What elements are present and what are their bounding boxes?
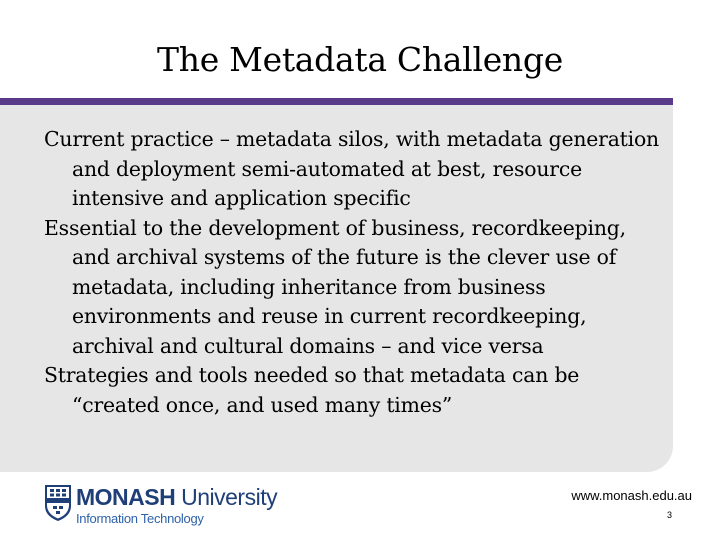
logo-wordmark-bold: MONASH [76,484,176,510]
page-number: 3 [666,510,672,520]
bullet-item: Current practice – metadata silos, with metadata generation and deployment semi-automated at best, resource intensive and application specific [44,127,659,210]
footer-url: www.monash.edu.au [571,488,692,503]
logo-wordmark [76,484,277,511]
monash-logo [44,484,284,528]
title-divider [0,98,673,105]
logo-subtitle: Information Technology [76,511,204,526]
slide-title: The Metadata Challenge [157,40,563,79]
monash-crest-icon [44,484,72,522]
bullet-item: Essential to the development of business, recordkeeping, and archival systems of the future is the clever use of metadata, including inheritance from business environments and reuse in current recordkeeping, archival and cultural domains – and vice versa [44,215,626,358]
bullet-item: Strategies and tools needed so that metadata can be “created once, and used many times” [44,363,580,417]
bullet-list [44,125,668,420]
logo-wordmark-rest: University [175,484,278,510]
